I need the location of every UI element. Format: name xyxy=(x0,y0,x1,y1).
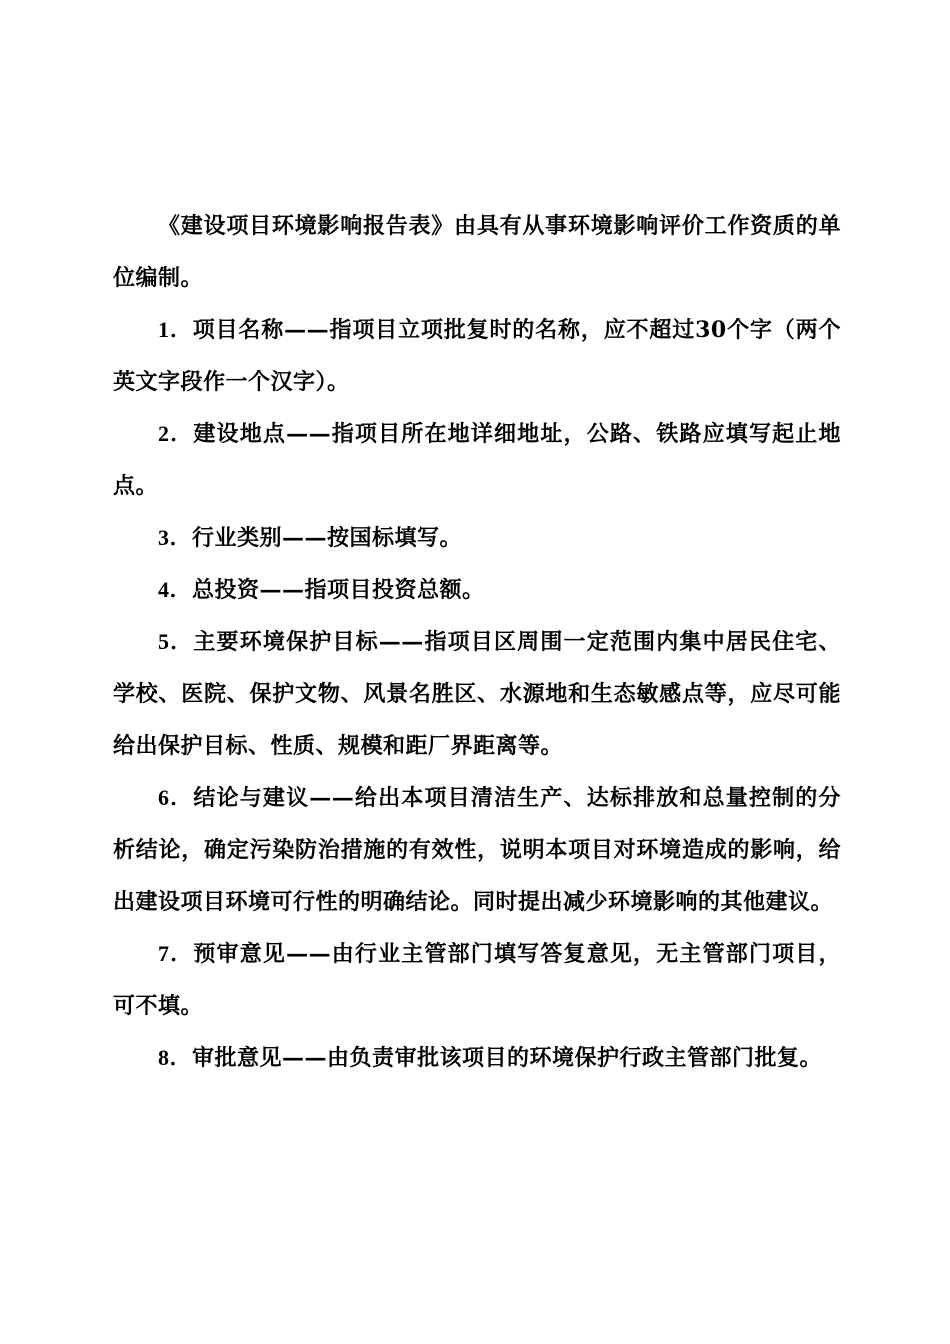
item-text: 结论与建议——给出本项目清洁生产、达标排放和总量控制的分析结论，确定污染防治措施的有效性，说明本项目对环境造成的影响，给出建设项目环境可行性的明确结论。同时提出减少环境影响的其他建议。 xyxy=(113,785,841,915)
item-number: 3 xyxy=(158,525,170,550)
item-separator: ． xyxy=(169,629,194,655)
item-number: 8 xyxy=(158,1045,170,1070)
item-separator: ． xyxy=(169,1045,193,1071)
item-number: 5 xyxy=(158,629,170,654)
item-separator: ． xyxy=(169,785,194,811)
item-text: 项目名称——指项目立项批复时的名称，应不超过30个字（两个英文字段作一个汉字）。 xyxy=(113,317,841,395)
list-item xyxy=(113,304,841,408)
item-separator: ． xyxy=(169,421,194,447)
document-page xyxy=(113,200,841,1084)
item-text: 预审意见——由行业主管部门填写答复意见，无主管部门项目，可不填。 xyxy=(113,941,841,1019)
item-text: 建设地点——指项目所在地详细地址，公路、铁路应填写起止地点。 xyxy=(113,421,841,499)
item-number: 2 xyxy=(158,421,170,446)
list-item xyxy=(113,928,841,1032)
item-separator: ． xyxy=(169,941,194,967)
list-item xyxy=(113,408,841,512)
item-separator: ． xyxy=(169,577,193,603)
item-number: 4 xyxy=(158,577,170,602)
list-item xyxy=(113,616,841,772)
list-item xyxy=(113,772,841,928)
intro-paragraph: 《建设项目环境影响报告表》由具有从事环境影响评价工作资质的单位编制。 xyxy=(113,213,841,291)
item-number: 6 xyxy=(158,785,170,810)
item-number: 1 xyxy=(158,317,170,342)
item-separator: ． xyxy=(169,317,193,343)
item-text: 主要环境保护目标——指项目区周围一定范围内集中居民住宅、学校、医院、保护文物、风景名胜区、水源地和生态敏感点等，应尽可能给出保护目标、性质、规模和距厂界距离等。 xyxy=(113,629,841,759)
list-item xyxy=(113,564,841,616)
item-text: 行业类别——按国标填写。 xyxy=(192,525,463,551)
list-item xyxy=(113,512,841,564)
item-text: 审批意见——由负责审批该项目的环境保护行政主管部门批复。 xyxy=(192,1045,823,1071)
list-item xyxy=(113,1032,841,1084)
item-text: 总投资——指项目投资总额。 xyxy=(192,577,485,603)
item-number: 7 xyxy=(158,941,170,966)
item-separator: ． xyxy=(169,525,193,551)
